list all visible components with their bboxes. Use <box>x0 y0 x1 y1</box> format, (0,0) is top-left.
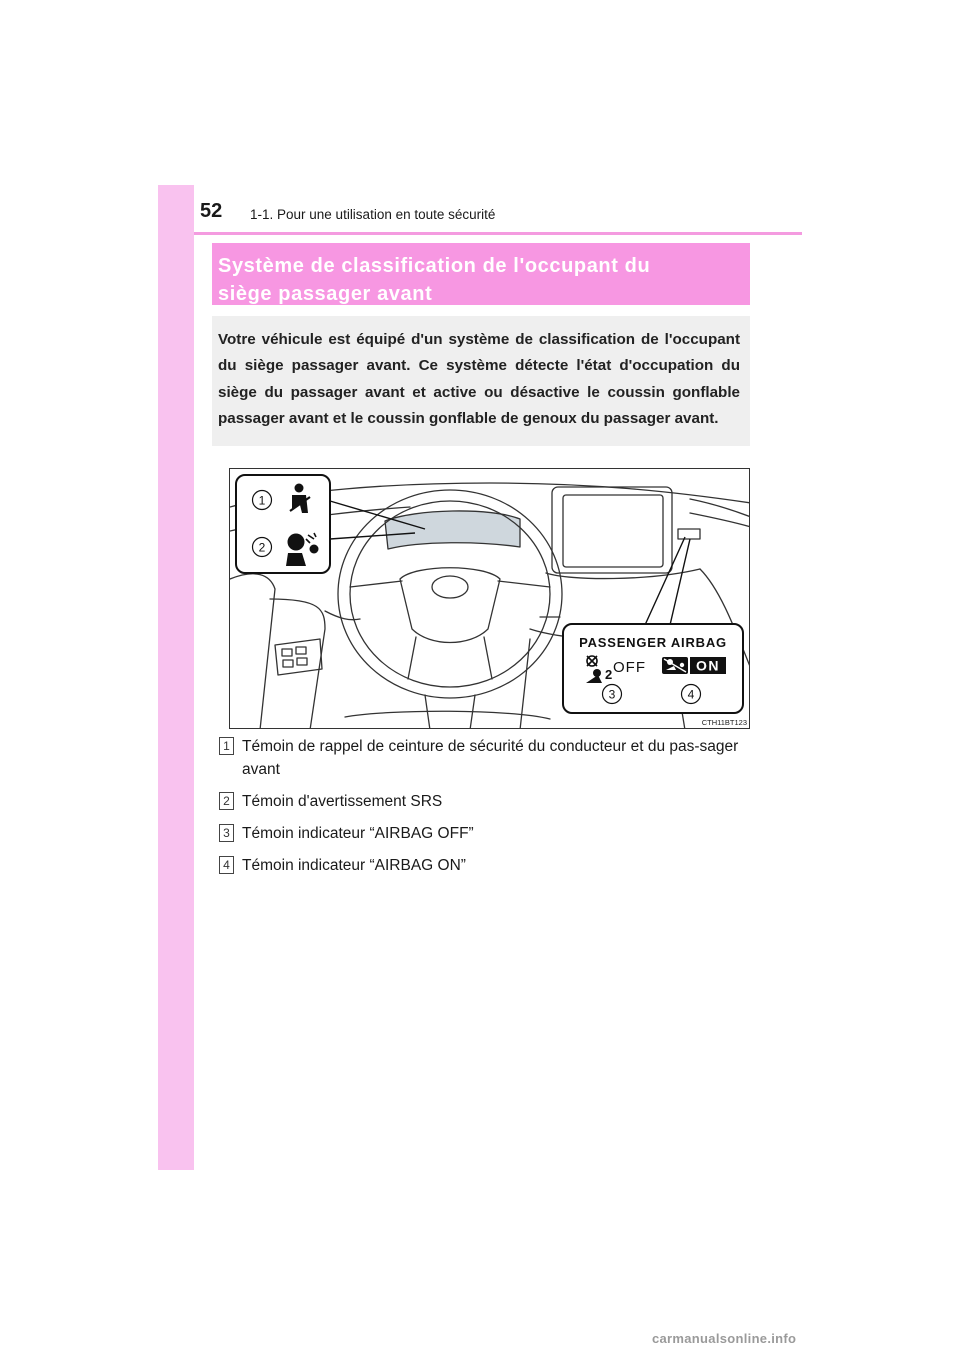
intro-text: Votre véhicule est équipé d'un système de classification de l'occupant du siège passager avant. Ce système détecte l'état d'occupation du siège du passager avant et active ou désactive le coussin gonflable passager avant et le coussin gonflable de genoux du passager avant. <box>218 331 740 427</box>
steering-lower-spokes <box>408 637 492 679</box>
section-banner <box>212 243 750 305</box>
legend-number: 2 <box>219 792 234 810</box>
lower-dash <box>325 611 560 620</box>
window-switch-3 <box>283 660 293 667</box>
legend-text: Témoin indicateur “AIRBAG OFF” <box>242 825 474 842</box>
legend-text: Témoin de rappel de ceinture de sécurité du conducteur et du pas-sager avant <box>242 738 739 778</box>
legend-item <box>219 854 759 877</box>
cluster-callout-box <box>236 475 330 573</box>
legend-number: 4 <box>219 856 234 874</box>
section-title-line2: siège passager avant <box>218 283 433 305</box>
window-switch-2 <box>296 647 306 654</box>
callout-1 <box>253 491 272 510</box>
running-head: 1-1. Pour une utilisation en toute sécurité <box>250 207 496 222</box>
steering-spokes <box>350 581 550 587</box>
airbag-on-label: ON <box>696 657 720 674</box>
side-tab-strip <box>158 185 194 1170</box>
legend-text: Témoin indicateur “AIRBAG ON” <box>242 857 466 874</box>
airbag-off-sub: 2 <box>605 667 613 682</box>
intro-box <box>212 316 750 446</box>
passenger-airbag-label: PASSENGER AIRBAG <box>579 635 727 650</box>
steering-hub <box>400 568 500 643</box>
floor-line <box>345 711 550 719</box>
center-screen <box>563 495 663 567</box>
dashboard-figure <box>229 468 750 729</box>
legend-number: 1 <box>219 737 234 755</box>
callout-4-number: 4 <box>687 687 695 702</box>
window-switch-1 <box>282 649 292 656</box>
center-screen-frame <box>552 487 672 573</box>
left-door-line <box>230 574 275 729</box>
watermark: carmanualsonline.info <box>652 1331 797 1346</box>
dashboard-illustration <box>230 469 750 729</box>
page-number: 52 <box>200 200 223 222</box>
window-switch-4 <box>297 658 307 665</box>
callout-2-number: 2 <box>258 540 266 555</box>
steering-logo <box>432 576 468 598</box>
callout-3-number: 3 <box>608 687 616 702</box>
legend-item <box>219 822 759 845</box>
callout-2 <box>253 538 272 557</box>
airbag-on-icon <box>662 657 688 674</box>
legend-item <box>219 790 759 813</box>
callout-3 <box>603 685 622 704</box>
section-title <box>218 252 744 308</box>
figure-code: CTH11BT123 <box>701 718 747 727</box>
section-title-line1: Système de classification de l'occupant du <box>218 255 651 277</box>
header-rule <box>194 232 802 235</box>
right-vent-indicator <box>678 529 700 539</box>
legend-item <box>219 735 759 781</box>
airbag-off-label: OFF <box>613 659 646 676</box>
right-dash-lines <box>690 499 750 527</box>
callout-1-number: 1 <box>258 493 266 508</box>
window-switch-panel <box>275 639 322 675</box>
legend-list <box>219 735 759 886</box>
instrument-cluster <box>385 511 520 549</box>
legend-text: Témoin d'avertissement SRS <box>242 793 443 810</box>
legend-number: 3 <box>219 824 234 842</box>
callout-4 <box>682 685 701 704</box>
vent-leader-line <box>645 537 690 625</box>
